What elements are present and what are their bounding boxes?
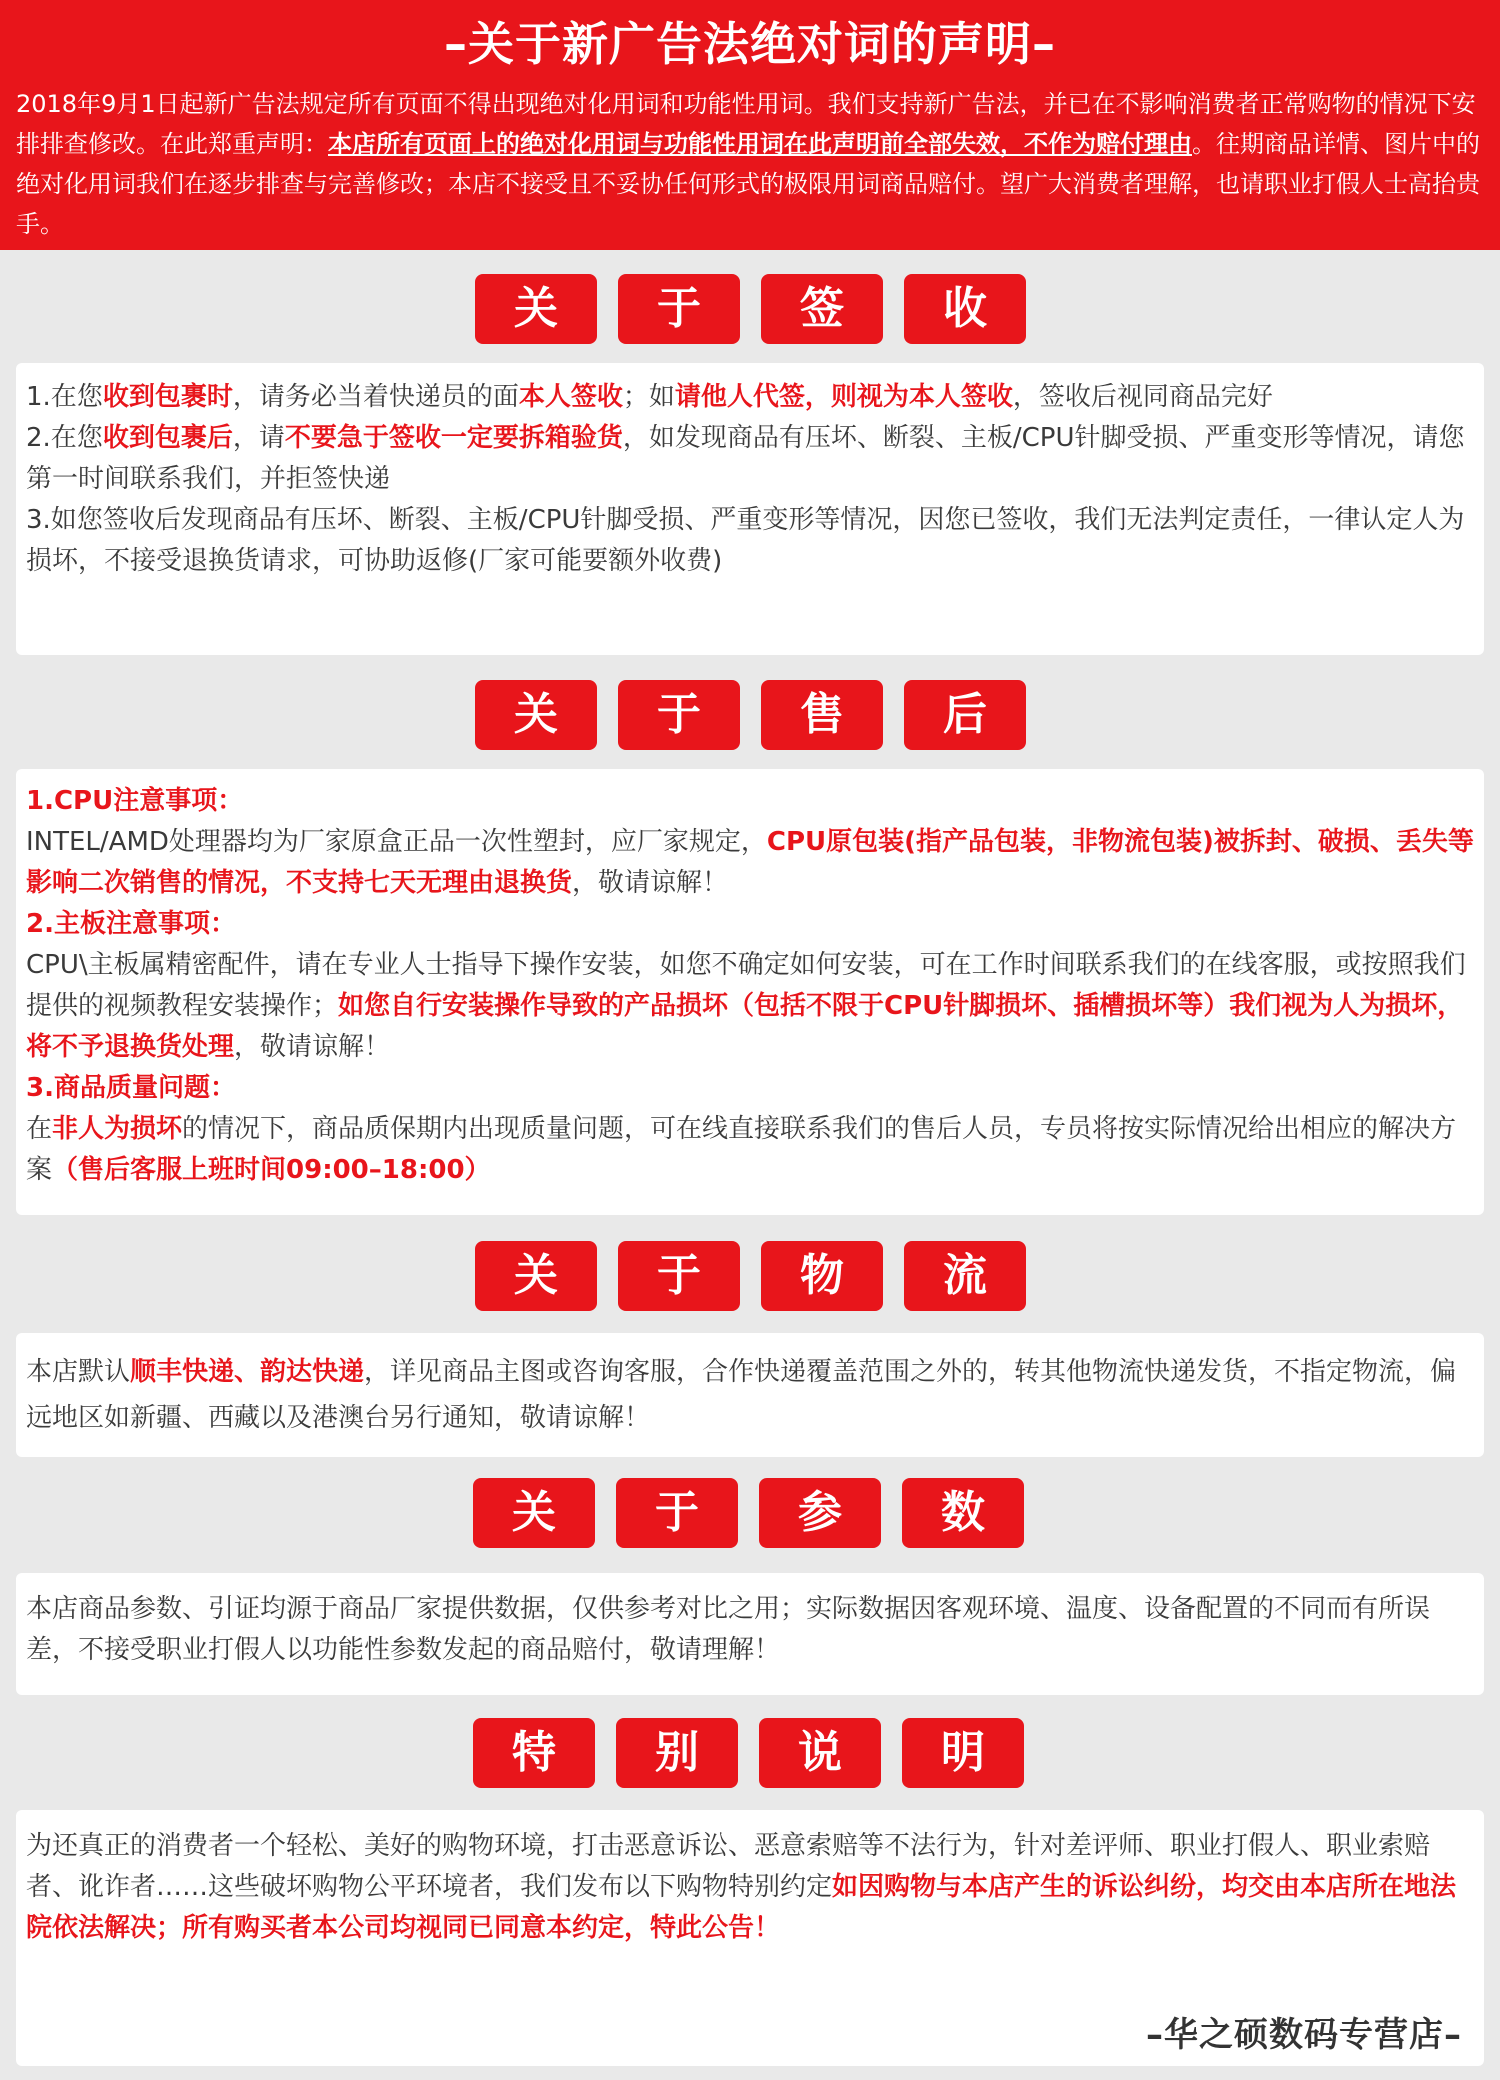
- quality-issue-text: 在非人为损坏的情况下，商品质保期内出现质量问题，可在线直接联系我们的售后人员，专员将按实际情况给出相应的解决方案（售后客服上班时间09:00–18:00）: [26, 1114, 1457, 1185]
- title-char: 特: [473, 1718, 595, 1788]
- section-title-after-sale: [0, 680, 1500, 750]
- motherboard-notes-text: CPU\主板属精密配件，请在专业人士指导下操作安装，如您不确定如何安装，可在工作时间联系我们的在线客服，或按照我们提供的视频教程安装操作；如您自行安装操作导致的产品损坏（包括不限于CPU针脚损坏、插槽损坏等）我们视为人为损坏，将不予退换货处理，敬请谅解！: [26, 950, 1466, 1062]
- params-text: 本店商品参数、引证均源于商品厂家提供数据，仅供参考对比之用；实际数据因客观环境、温度、设备配置的不同而有所误差，不接受职业打假人以功能性参数发起的商品赔付，敬请理解！: [26, 1594, 1431, 1665]
- title-char: 于: [618, 1241, 740, 1311]
- section-title-sign: [0, 274, 1500, 344]
- section-card-params: [16, 1573, 1484, 1695]
- title-char: 签: [761, 274, 883, 344]
- section-card-special: [16, 1810, 1484, 2066]
- title-char: 物: [761, 1241, 883, 1311]
- sign-item-1: 1.在您收到包裹时，请务必当着快递员的面本人签收；如请他人代签，则视为本人签收，签收后视同商品完好: [26, 382, 1273, 412]
- disclaimer-text-part1: 2018年9月1日起新广告法规定所有页面不得出现绝对化用词和功能性用词。我们支持新广告法，并已在不影响消费者正常购物的情况下安排排查修改。在此郑重声明：: [16, 90, 1476, 158]
- title-char: 关: [475, 274, 597, 344]
- title-char: 售: [761, 680, 883, 750]
- quality-issue-heading: 3.商品质量问题：: [26, 1073, 236, 1103]
- title-char: 于: [616, 1478, 738, 1548]
- title-char: 于: [618, 274, 740, 344]
- disclaimer-text-part2: 。往期商品详情、图片中的绝对化用词我们在逐步排查与完善修改；本店不接受且不妥协任何形式的极限用词商品赔付。望广大消费者理解，也请职业打假人士高抬贵手。: [16, 130, 1480, 238]
- store-signature: –华之硕数码专营店–: [1146, 2015, 1462, 2055]
- title-char: 流: [904, 1241, 1026, 1311]
- logistics-text: 本店默认顺丰快递、韵达快递，详见商品主图或咨询客服，合作快递覆盖范围之外的，转其他物流快递发货，不指定物流，偏远地区如新疆、西藏以及港澳台另行通知，敬请谅解！: [26, 1357, 1457, 1433]
- title-char: 收: [904, 274, 1026, 344]
- section-card-sign: [16, 363, 1484, 655]
- title-char: 后: [904, 680, 1026, 750]
- sign-item-3: 3.如您签收后发现商品有压坏、断裂、主板/CPU针脚受损、严重变形等情况，因您已签收，我们无法判定责任，一律认定人为损坏，不接受退换货请求，可协助返修(厂家可能要额外收费): [26, 505, 1465, 576]
- section-title-logistics: [0, 1241, 1500, 1311]
- cpu-notes-heading: 1.CPU注意事项：: [26, 786, 244, 816]
- title-char: 说: [759, 1718, 881, 1788]
- motherboard-notes-heading: 2.主板注意事项：: [26, 909, 236, 939]
- title-char: 关: [475, 1241, 597, 1311]
- page-title: –关于新广告法绝对词的声明–: [444, 17, 1056, 71]
- section-card-after-sale: [16, 769, 1484, 1215]
- section-card-logistics: [16, 1333, 1484, 1457]
- title-char: 参: [759, 1478, 881, 1548]
- title-char: 数: [902, 1478, 1024, 1548]
- title-char: 别: [616, 1718, 738, 1788]
- section-title-special: [0, 1718, 1500, 1788]
- title-char: 关: [475, 680, 597, 750]
- title-char: 关: [473, 1478, 595, 1548]
- title-char: 明: [902, 1718, 1024, 1788]
- cpu-notes-text: INTEL/AMD处理器均为厂家原盒正品一次性塑封，应厂家规定，CPU原包装(指产品包装，非物流包装)被拆封、破损、丢失等影响二次销售的情况，不支持七天无理由退换货，敬请谅解！: [26, 827, 1474, 898]
- title-char: 于: [618, 680, 740, 750]
- disclaimer-header: [0, 0, 1500, 250]
- section-title-params: [0, 1478, 1500, 1548]
- disclaimer-emphasis: 本店所有页面上的绝对化用词与功能性用词在此声明前全部失效，不作为赔付理由: [328, 130, 1192, 158]
- sign-item-2: 2.在您收到包裹后，请不要急于签收一定要拆箱验货，如发现商品有压坏、断裂、主板/CPU针脚受损、严重变形等情况，请您第一时间联系我们，并拒签快递: [26, 423, 1465, 494]
- special-text: 为还真正的消费者一个轻松、美好的购物环境，打击恶意诉讼、恶意索赔等不法行为，针对差评师、职业打假人、职业索赔者、讹诈者……这些破坏购物公平环境者，我们发布以下购物特别约定如因购物与本店产生的诉讼纠纷，均交由本店所在地法院依法解决；所有购买者本公司均视同已同意本约定，特此公告！: [26, 1831, 1457, 1943]
- disclaimer-text: [16, 84, 1486, 244]
